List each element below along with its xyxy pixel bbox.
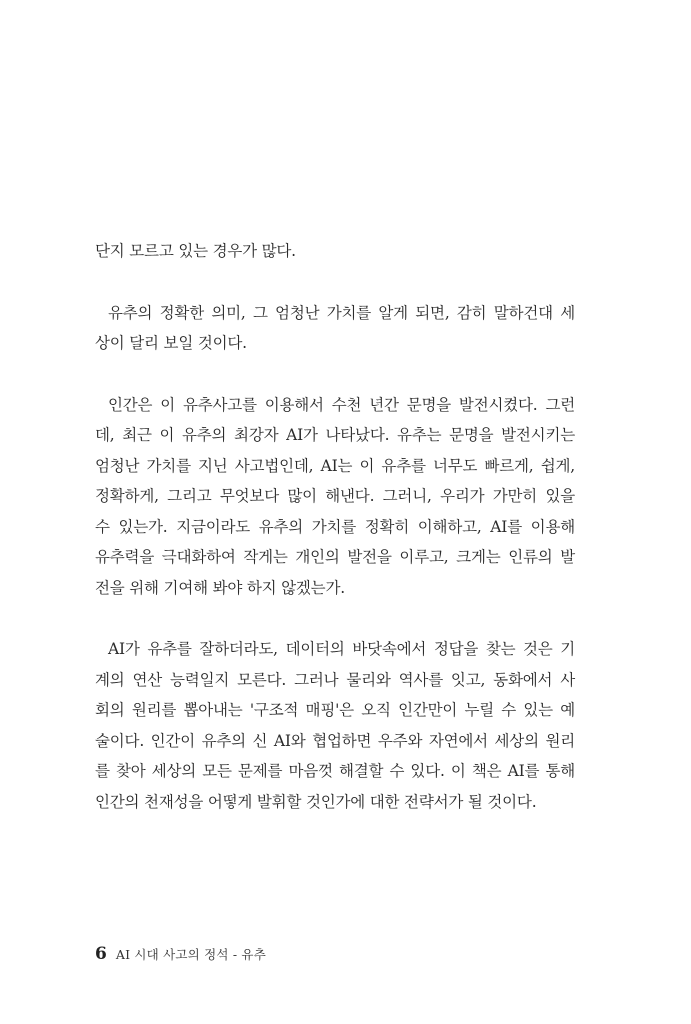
text-line: 술이다. 인간이 유추의 신 AI와 협업하면 우주와 자연에서 세상의 원리 [95, 731, 575, 750]
text-line: 유추의 정확한 의미, 그 엄청난 가치를 알게 되면, 감히 말하건대 세 [108, 303, 575, 322]
running-title: AI 시대 사고의 정석 - 유추 [115, 947, 266, 962]
page-number: 6 [95, 944, 107, 964]
text-line: AI가 유추를 잘하더라도, 데이터의 바닷속에서 정답을 찾는 것은 기 [108, 640, 575, 658]
text-line: 수 있는가. 지금이라도 유추의 가치를 정확히 이해하고, AI를 이용해 [95, 517, 575, 536]
paragraph-gap [95, 359, 575, 390]
text-line: 엄청난 가치를 지닌 사고법인데, AI는 이 유추를 너무도 빠르게, 쉽게, [95, 456, 575, 475]
text-line: 계의 연산 능력일지 모른다. 그러나 물리와 역사를 잇고, 동화에서 사 [95, 670, 575, 689]
text-line: 정확하게, 그리고 무엇보다 많이 해낸다. 그러니, 우리가 가만히 있을 [95, 487, 575, 505]
text-line: 단지 모르고 있는 경우가 많다. [95, 242, 296, 260]
paragraph-2 [95, 298, 575, 359]
text-line: 데, 최근 이 유추의 최강자 AI가 나타났다. 유추는 문명을 발전시키는 [95, 426, 575, 444]
body-text [95, 236, 575, 817]
text-line: 회의 원리를 뽑아내는 '구조적 매핑'은 오직 인간만이 누릴 수 있는 예 [95, 701, 575, 719]
paragraph-1 [95, 236, 575, 267]
paragraph-3 [95, 390, 575, 604]
text-line: 전을 위해 기여해 봐야 하지 않겠는가. [95, 578, 345, 597]
paragraph-4 [95, 634, 575, 817]
text-line: 상이 달리 보일 것이다. [95, 334, 247, 352]
text-line: 인간은 이 유추사고를 이용해서 수천 년간 문명을 발전시켰다. 그런 [108, 395, 575, 414]
text-line: 인간의 천재성을 어떻게 발휘할 것인가에 대한 전략서가 될 것이다. [95, 792, 537, 811]
paragraph-gap [95, 603, 575, 634]
paragraph-gap [95, 267, 575, 298]
page-footer [95, 944, 266, 968]
text-line: 유추력을 극대화하여 작게는 개인의 발전을 이루고, 크게는 인류의 발 [95, 548, 575, 566]
text-line: 를 찾아 세상의 모든 문제를 마음껏 해결할 수 있다. 이 책은 AI를 통해 [95, 762, 575, 780]
